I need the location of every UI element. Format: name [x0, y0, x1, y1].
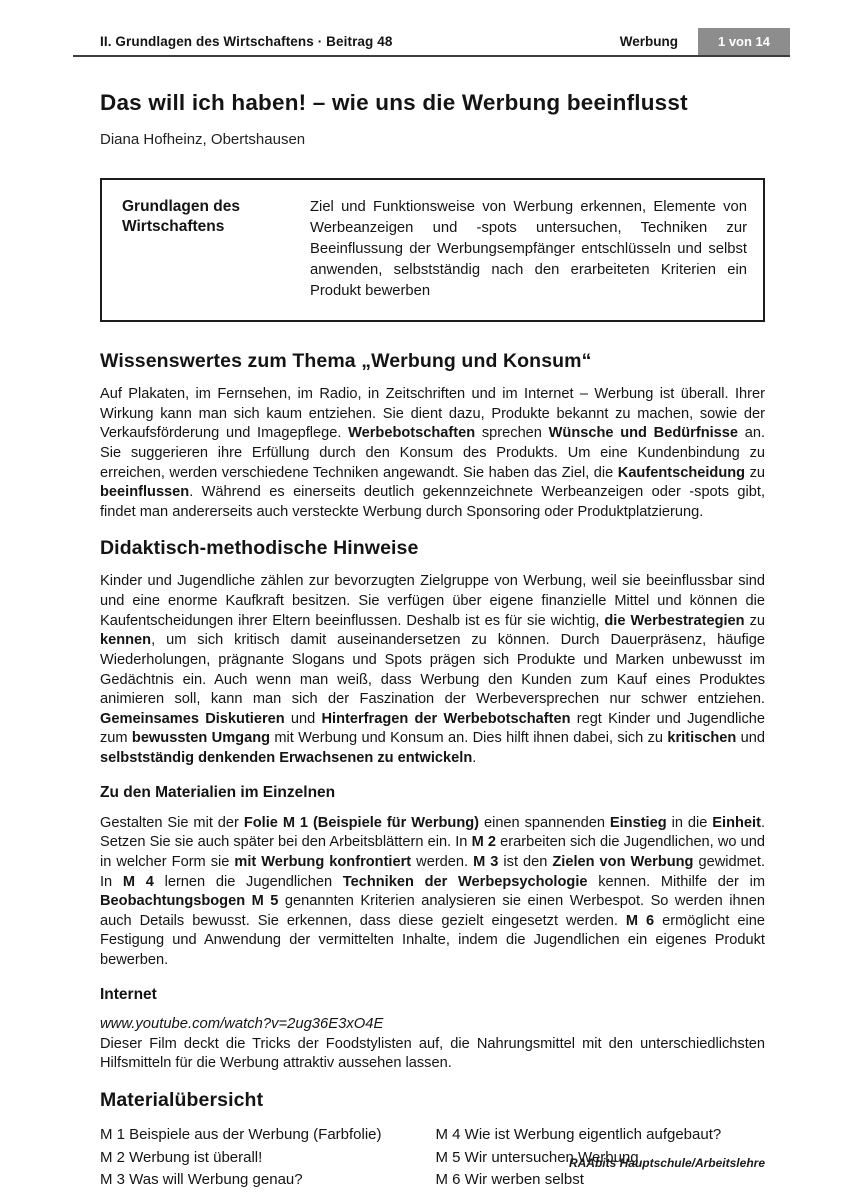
material-item-m1: M 1 Beispiele aus der Werbung (Farbfolie)	[100, 1125, 382, 1143]
page-title: Das will ich haben! – wie uns die Werbung beeinflusst	[100, 90, 688, 115]
topic-info-box	[100, 178, 765, 322]
materials-column-1	[100, 1124, 433, 1192]
info-box-label: Grundlagen des Wirtschaftens	[122, 198, 240, 236]
material-item-m2: M 2 Werbung ist überall!	[100, 1148, 263, 1166]
header-topic-label: Werbung	[619, 34, 678, 49]
section-heading-materialuebersicht: Materialübersicht	[100, 1088, 264, 1111]
material-item-m6: M 6 Wir werben selbst	[435, 1171, 584, 1189]
material-item-m3: M 3 Was will Werbung genau?	[100, 1171, 303, 1189]
page-number-badge: 1 von 14	[698, 28, 790, 55]
material-item-m4: M 4 Wie ist Werbung eigentlich aufgebaut?	[435, 1125, 722, 1143]
header-series-label: II. Grundlagen des Wirtschaftens · Beitrag 48	[100, 34, 393, 49]
document-content	[100, 90, 765, 1192]
subsection-heading-materialien: Zu den Materialien im Einzelnen	[100, 783, 336, 801]
author-line: Diana Hofheinz, Obertshausen	[100, 131, 306, 148]
info-box-text: Ziel und Funktionsweise von Werbung erkennen, Elemente von Werbeanzeigen und -spots untersuchen, Techniken zur Beeinflussung der Werbungsempfänger entschlüsseln und selbst anwenden, selbstständig nach den erarbeiteten Kriterien ein Produkt bewerben	[310, 199, 747, 299]
paragraph-materialien: Gestalten Sie mit der Folie M 1 (Beispiele für Werbung) einen spannenden Einstieg in die Einheit. Setzen Sie sie auch später bei den Arbeitsblättern ein. In M 2 erarbeiten sich die Jugendlichen, wo und in welcher Form sie mit Werbung konfrontiert werden. M 3 ist den Zielen von Werbung gewidmet. In M 4 lernen die Jugendlichen Techniken der Werbepsychologie kennen. Mithilfe der im Beobachtungsbogen M 5 genannten Kriterien analysieren sie einen Werbespot. So werden ihnen auch Details bewusst. Sie erkennen, dass diese gezielt eingesetzt werden. M 6 ermöglicht eine Festigung und Anwendung der vermittelten Inhalte, indem die Jugendlichen ein eigenes Produkt bewerben.	[100, 814, 766, 968]
section-heading-wissenswertes: Wissenswertes zum Thema „Werbung und Konsum“	[100, 350, 592, 372]
paragraph-wissenswertes: Auf Plakaten, im Fernsehen, im Radio, in Zeitschriften und im Internet – Werbung ist überall. Ihrer Wirkung kann man sich kaum entziehen. Sie dient dazu, Produkte bekannt zu machen, sowie der Verkaufsförderung und Imagepflege. Werbebotschaften sprechen Wünsche und Bedürfnisse an. Sie suggerieren ihre Erfüllung durch den Konsum des Produkts. Um eine Kundenbindung zu erreichen, werden verschiedene Techniken angewandt. Sie haben das Ziel, die Kaufentscheidung zu beeinflussen. Während es einerseits deutlich gekennzeichnete Werbeanzeigen oder -spots gibt, findet man andererseits auch versteckte Werbung durch Sponsoring oder Produktplatzierung.	[100, 386, 766, 520]
internet-url: www.youtube.com/watch?v=2ug36E3xO4E	[100, 1015, 384, 1032]
footer-imprint: RAAbits Hauptschule/Arbeitslehre	[568, 1156, 765, 1170]
paragraph-didaktisch: Kinder und Jugendliche zählen zur bevorzugten Zielgruppe von Werbung, weil sie beeinflussbar sind und eine enorme Kaufkraft besitzen. Sie verfügen über eigene finanzielle Mittel und können die Kaufentscheidungen ihrer Eltern beeinflussen. Deshalb ist es für sie wichtig, die Werbestrategien zu kennen, um sich kritisch damit auseinandersetzen zu können. Durch Dauerpräsenz, häufige Wiederholungen, prägnante Slogans und Spots prägen sich Produkte und Marken unbewusst im Gedächtnis ein. Auch wenn man weiß, dass Werbung den Kunden zum Kauf eines Produktes animieren soll, kann man sich der Faszination der Werbeversprechen nur schwer entziehen. Gemeinsames Diskutieren und Hinterfragen der Werbebotschaften regt Kinder und Jugendliche zum bewussten Umgang mit Werbung und Konsum an. Dies hilft ihnen dabei, sich zu kritischen und selbstständig denkenden Erwachsenen zu entwickeln.	[100, 573, 766, 766]
subsection-heading-internet: Internet	[100, 985, 157, 1003]
page-header	[73, 28, 790, 57]
material-item-m5: M 5 Wir untersuchen Werbung	[435, 1148, 639, 1166]
internet-description: Dieser Film deckt die Tricks der Foodstylisten auf, die Nahrungsmittel mit den unterschiedlichsten Hilfsmitteln für die Werbung attraktiv aussehen lassen.	[100, 1035, 765, 1072]
header-right-group	[620, 28, 790, 55]
section-heading-didaktisch: Didaktisch-methodische Hinweise	[100, 537, 419, 560]
